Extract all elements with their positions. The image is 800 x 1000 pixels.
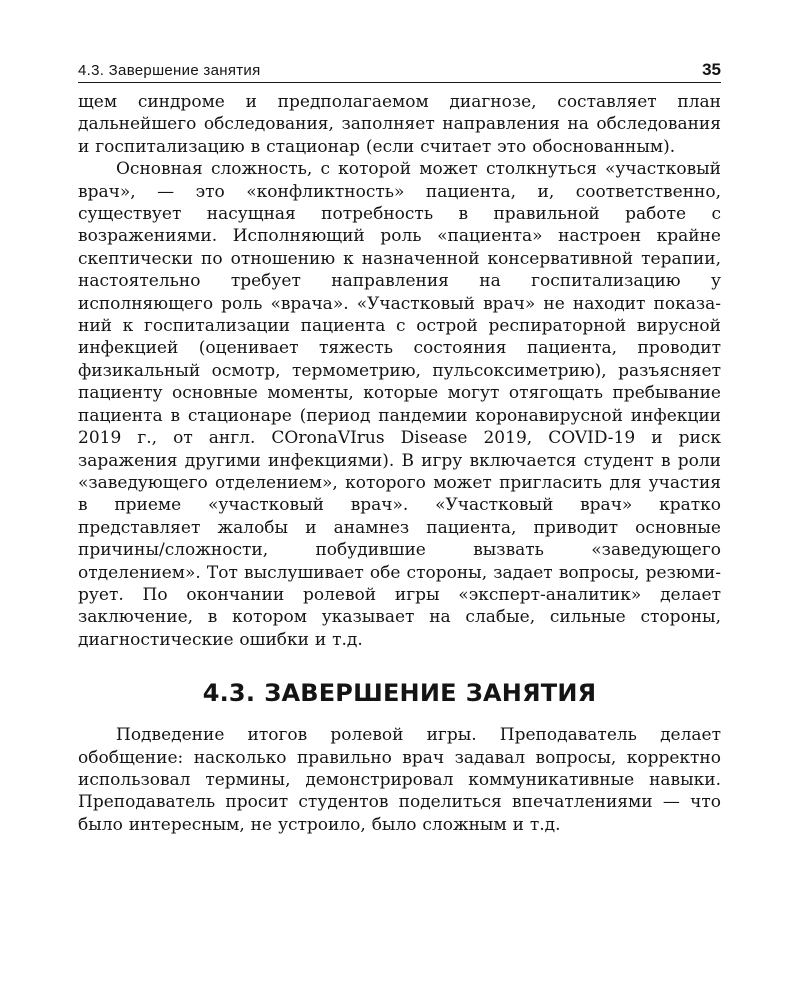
book-page (78, 56, 721, 836)
running-header-title: 4.3. Завершение занятия (78, 62, 261, 79)
paragraph-main-difficulty: Основная сложность, с которой может столкнуться «участковый врач», — это «конфликтность» пациента, и, соответственно, существует насущная потребность в правильной работе с возражениями. Исполняющий роль «пациента» настроен крайне скептически по отношению к назначенной консервативной терапии, настоятельно требует направления на госпитализацию у исполняющего роль «врача». «Участковый врач» не находит показаний к госпитализации пациента с острой респираторной вирусной инфекцией (оценивает тяжесть состояния пациента, проводит физикальный осмотр, термометрию, пульсоксиметрию), разъясняет пациенту основные моменты, которые могут отягощать пребывание пациента в стационаре (период пандемии коронавирусной инфекции 2019 г., от англ. COronaVIrus Disease 2019, COVID-19 и риск заражения другими инфекциями). В игру включается студент в роли «заведующего отделением», которого может пригласить для участия в приеме «участковый врач». «Участковый врач» кратко представляет жалобы и анамнез пациента, приводит основные причины/сложности, побудившие вызвать «заведующего отделением». Тот выслушивает обе стороны, задает вопросы, резюмирует. По окончании ролевой игры «эксперт-аналитик» делает заключение, в котором указывает на слабые, сильные стороны, диагностические ошибки и т.д. (78, 159, 721, 650)
paragraph-continuation: щем синдроме и предполагаемом диагнозе, составляет план дальнейшего обследования, заполняет направления на обследования и госпитализацию в стационар (если считает это обоснованным). (78, 92, 721, 157)
page-number: 35 (702, 60, 721, 79)
running-header (78, 56, 721, 83)
paragraph-summary: Подведение итогов ролевой игры. Преподаватель делает обобщение: насколько правильно врач задавал вопросы, корректно использовал термины, демонстрировал коммуникативные навыки. Преподаватель просит студентов поделиться впечатлениями — что было интересным, не устроило, было сложным и т.д. (78, 725, 721, 835)
body-text (78, 91, 721, 836)
section-heading: 4.3. ЗАВЕРШЕНИЕ ЗАНЯТИЯ (202, 679, 597, 708)
